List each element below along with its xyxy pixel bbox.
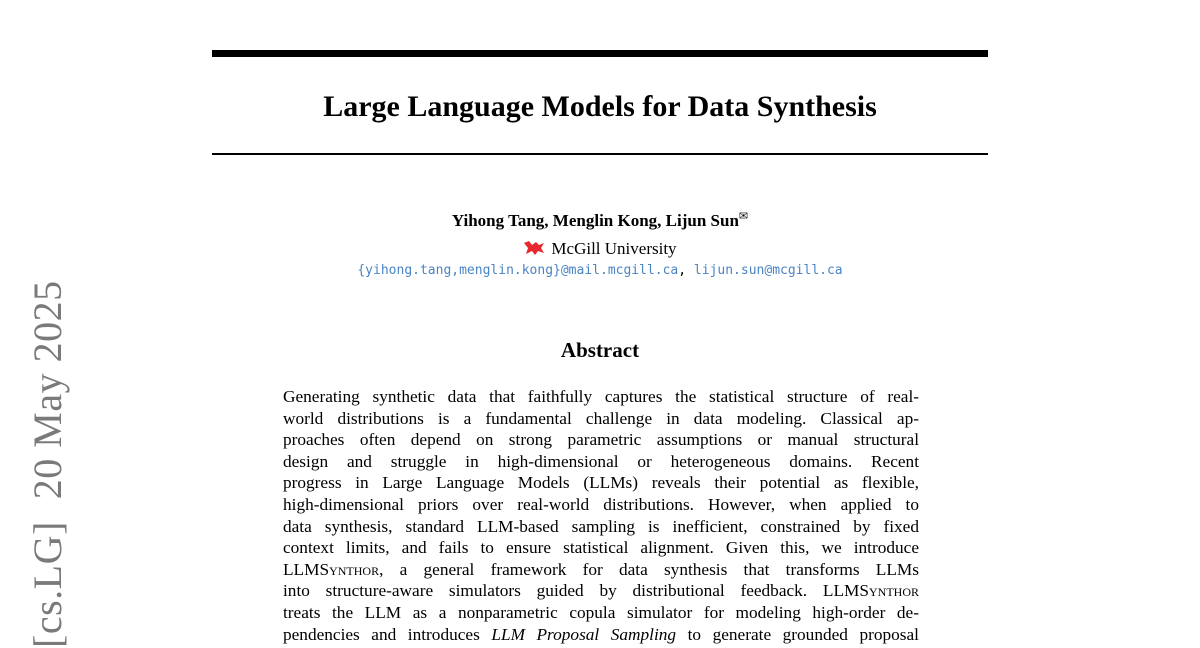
abstract-line: world distributions is a fundamental challenge in data modeling. Classical ap- — [283, 408, 919, 428]
arxiv-date: 20 May 2025 — [25, 280, 70, 500]
email-link-sun[interactable]: lijun.sun@mcgill.ca — [693, 263, 843, 278]
arxiv-category: [cs.LG] — [25, 521, 70, 648]
abstract-line: design and struggle in high-dimensional or heterogeneous domains. Recent — [283, 451, 919, 471]
abstract-text — [283, 386, 919, 645]
affiliation-name: McGill University — [551, 239, 677, 258]
mcgill-logo-icon — [523, 240, 545, 256]
author-emails — [212, 262, 988, 280]
arxiv-side-stamp — [24, 280, 72, 648]
abstract-line: into structure-aware simulators guided by distributional feedback. LLMSynthor — [283, 581, 920, 601]
framework-name: LLMSynthor — [283, 559, 380, 579]
abstract-line: progress in Large Language Models (LLMs) reveals their potential as flexible, — [283, 473, 919, 493]
paper-title: Large Language Models for Data Synthesis — [323, 90, 877, 123]
abstract-line: Generating synthetic data that faithfully captures the statistical structure of real- — [283, 387, 919, 406]
abstract-heading: Abstract — [560, 338, 640, 362]
abstract-line: data synthesis, standard LLM-based sampling is inefficient, constrained by fixed — [283, 516, 919, 536]
abstract-line: treats the LLM as a nonparametric copula simulator for modeling high-order de- — [283, 602, 919, 622]
abstract-line: context limits, and fails to ensure statistical alignment. Given this, we introduce — [283, 538, 919, 558]
author-names: Yihong Tang, Menglin Kong, Lijun Sun — [451, 211, 739, 230]
email-link-group[interactable]: {yihong.tang,menglin.kong}@mail.mcgill.ca — [357, 263, 679, 278]
framework-name: LLMSynthor — [822, 581, 920, 601]
abstract-line: pendencies and introduces LLM Proposal Sampling to generate grounded proposal — [283, 624, 919, 644]
envelope-icon: ✉ — [738, 210, 749, 223]
author-list — [212, 209, 988, 233]
affiliation — [212, 237, 988, 261]
abstract-line: high-dimensional priors over real-world distributions. However, when applied to — [283, 494, 919, 514]
title-top-rule — [212, 50, 988, 57]
method-name: LLM Proposal Sampling — [491, 624, 677, 644]
abstract-line: proaches often depend on strong parametric assumptions or manual structural — [283, 430, 919, 450]
title-bottom-rule — [212, 153, 988, 155]
abstract-line: LLMSynthor, a general framework for data synthesis that transforms LLMs — [283, 559, 919, 579]
email-separator: , — [678, 263, 687, 278]
